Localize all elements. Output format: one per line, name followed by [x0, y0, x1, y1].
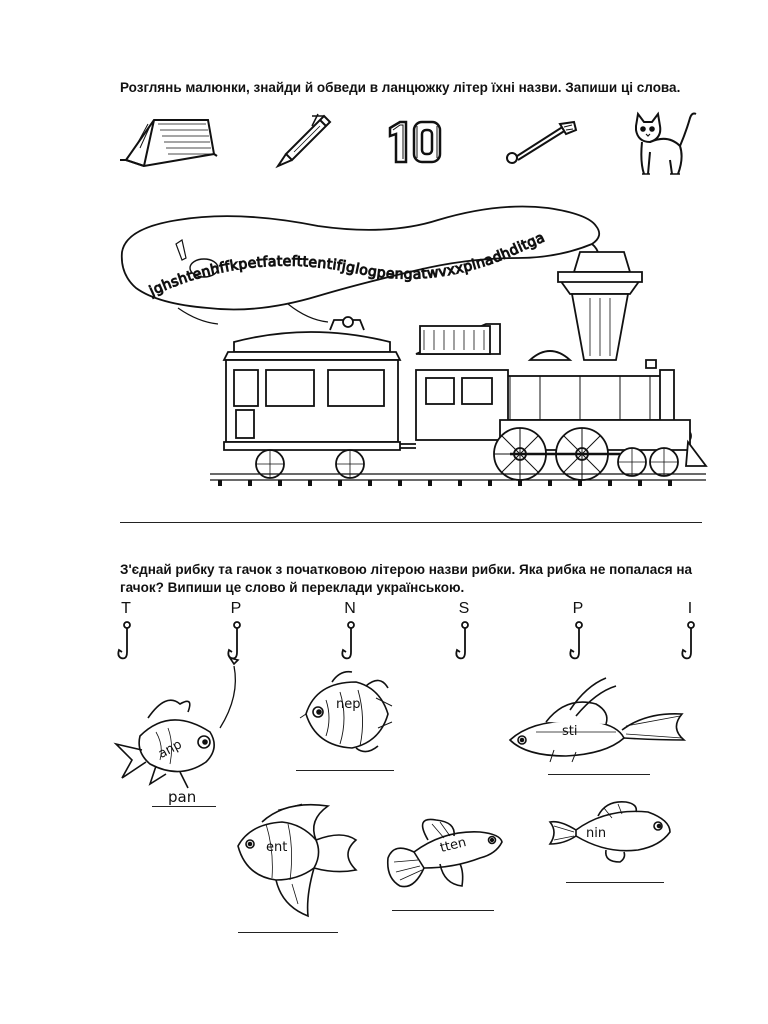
hook-letter-6: I: [687, 600, 693, 617]
fish-label-nep: nep: [336, 697, 361, 712]
hook-icon: [454, 620, 474, 662]
answer-line-fish-tten[interactable]: [392, 910, 494, 911]
hook-letter-4: S: [458, 600, 470, 617]
hook-letter-3: N: [344, 600, 356, 617]
hook-letter-5: P: [572, 600, 584, 617]
hook-icon: [568, 620, 588, 662]
hook-icon: [340, 620, 360, 662]
exercise2-instruction-line2: гачок? Випиши це слово й переклади українською.: [120, 580, 465, 595]
exercise1-instruction: Розглянь малюнки, знайди й обведи в ланцюжку літер їхні назви. Запиши ці слова.: [120, 80, 681, 95]
fish-anp: [110, 656, 250, 792]
fish-label-sti: sti: [562, 724, 578, 739]
fish-ent: [232, 800, 360, 918]
fish-label-anp: anp: [155, 737, 185, 762]
fish-label-tten: tten: [438, 835, 468, 856]
hook-letter-1: T: [121, 600, 131, 617]
letter-chain-text: jghshtenhffkpetfatefttentifjglogpengatwvxxpinadhditga: [146, 229, 548, 300]
fish-nin: [546, 796, 676, 864]
answer-line-fish-nep[interactable]: [296, 770, 394, 771]
hook-letter-2: P: [230, 600, 242, 617]
answer-line-exercise1[interactable]: [120, 522, 702, 523]
answer-line-fish-nin[interactable]: [566, 882, 664, 883]
fish-label-nin: nin: [586, 826, 607, 841]
answer-line-fish-ent[interactable]: [238, 932, 338, 933]
fish-nep: [296, 668, 396, 756]
train-illustration: [210, 250, 710, 500]
fish-sti: [506, 676, 690, 762]
answer-line-fish-anp[interactable]: [152, 806, 216, 807]
example-answer: pan: [168, 788, 197, 806]
fish-label-ent: ent: [266, 840, 288, 855]
exercise2-instruction-line1: З'єднай рибку та гачок з початковою літерою назви рибки. Яка рибка не попалася на: [120, 562, 693, 577]
answer-line-fish-sti[interactable]: [548, 774, 650, 775]
hook-icon: [680, 620, 700, 662]
pencil-mark: [176, 240, 186, 260]
